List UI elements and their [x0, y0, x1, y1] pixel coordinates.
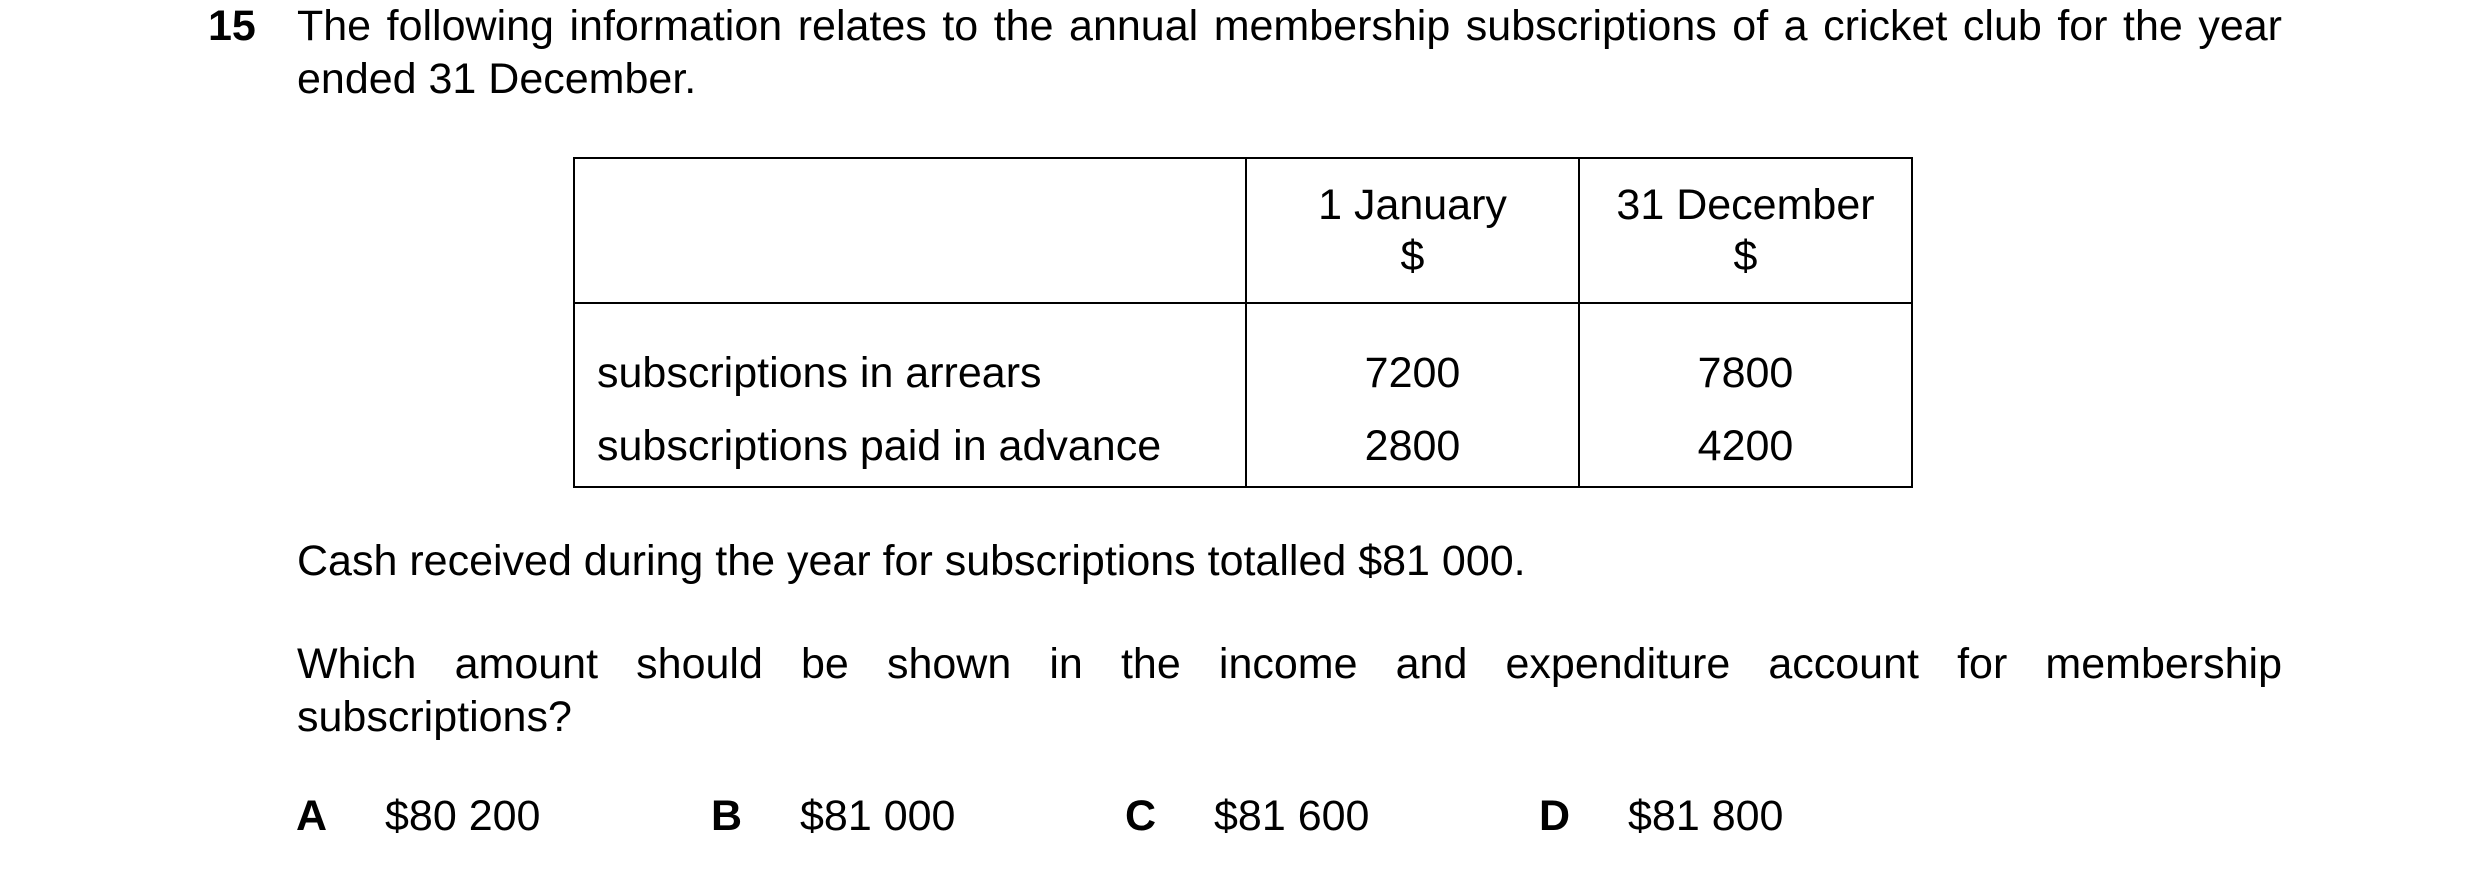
header-1-january-unit: $ [1400, 231, 1425, 280]
cash-statement: Cash received during the year for subscriptions totalled $81 000. [297, 537, 1526, 585]
table-row [574, 303, 1912, 406]
row-label-arrears: subscriptions in arrears [574, 303, 1246, 406]
arrears-dec-value: 7800 [1579, 303, 1912, 406]
header-31-december [1579, 158, 1912, 303]
header-31-december-unit: $ [1733, 231, 1758, 280]
option-c-value[interactable]: $81 600 [1214, 792, 1370, 840]
header-31-december-date: 31 December [1616, 180, 1875, 229]
question-prompt-line2: subscriptions? [297, 693, 572, 741]
option-d-value[interactable]: $81 800 [1628, 792, 1784, 840]
advance-dec-value: 4200 [1579, 406, 1912, 487]
header-1-january [1246, 158, 1579, 303]
arrears-jan-value: 7200 [1246, 303, 1579, 406]
header-1-january-date: 1 January [1318, 180, 1507, 229]
subscriptions-table [573, 157, 1913, 488]
option-b-value[interactable]: $81 000 [800, 792, 956, 840]
question-number: 15 [208, 2, 256, 50]
table-row [574, 406, 1912, 487]
question-prompt [297, 638, 2282, 744]
question-prompt-line1: Which amount should be shown in the income and expenditure account for membership [297, 640, 2282, 688]
option-d-letter: D [1539, 792, 1571, 840]
advance-jan-value: 2800 [1246, 406, 1579, 487]
option-a-value[interactable]: $80 200 [385, 792, 541, 840]
question-intro: The following information relates to the annual membership subscriptions of a cricket club for the year ended 31 December. [297, 2, 2282, 103]
option-a-letter: A [296, 792, 328, 840]
row-label-advance: subscriptions paid in advance [574, 406, 1246, 487]
table-header-row [574, 158, 1912, 303]
option-c-letter: C [1125, 792, 1157, 840]
header-blank [574, 158, 1246, 303]
option-b-letter: B [711, 792, 743, 840]
